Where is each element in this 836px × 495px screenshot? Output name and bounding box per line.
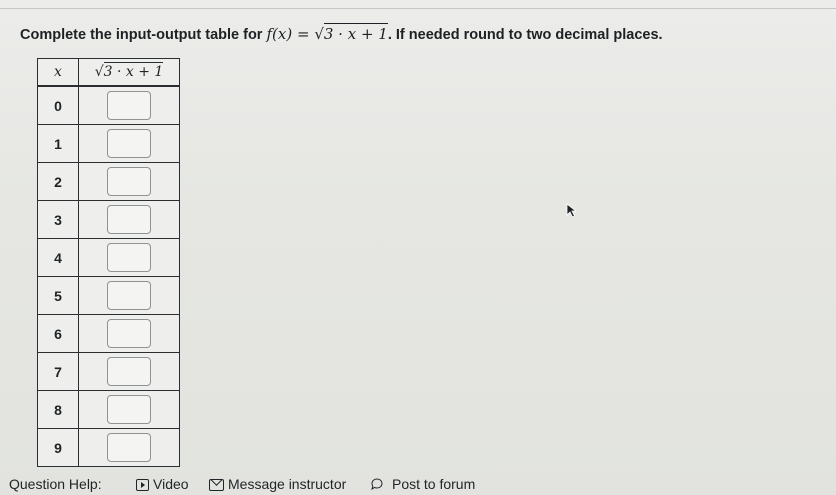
header-function bbox=[79, 59, 180, 87]
x-value: 1 bbox=[38, 125, 79, 163]
top-divider bbox=[0, 8, 836, 9]
answer-input[interactable] bbox=[107, 433, 151, 462]
mail-icon[interactable] bbox=[209, 479, 224, 491]
answer-input[interactable] bbox=[107, 129, 151, 158]
function-radicand: 3 · x + 1 bbox=[323, 25, 388, 43]
header-radicand: 3 · x + 1 bbox=[103, 64, 164, 80]
answer-input[interactable] bbox=[107, 205, 151, 234]
answer-input[interactable] bbox=[107, 281, 151, 310]
table-row bbox=[38, 239, 180, 277]
function-lhs: f(x) = bbox=[266, 25, 315, 43]
header-x: x bbox=[38, 59, 79, 87]
answer-cell bbox=[79, 353, 180, 391]
table-header-row bbox=[38, 59, 180, 87]
table-row bbox=[38, 429, 180, 467]
prompt-text-after: . If needed round to two decimal places. bbox=[387, 27, 663, 43]
header-sqrt-symbol: √ bbox=[94, 64, 104, 80]
answer-input[interactable] bbox=[107, 167, 151, 196]
mouse-pointer-icon bbox=[566, 203, 578, 219]
answer-cell bbox=[79, 429, 180, 467]
table-row bbox=[38, 315, 180, 353]
table-row bbox=[38, 353, 180, 391]
table-row bbox=[38, 201, 180, 239]
answer-input[interactable] bbox=[107, 395, 151, 424]
prompt-text-before: Complete the input-output table for bbox=[20, 27, 267, 43]
table-row bbox=[38, 391, 180, 429]
question-help-label: Question Help: bbox=[9, 476, 102, 492]
answer-cell bbox=[79, 163, 180, 201]
answer-cell bbox=[79, 315, 180, 353]
x-value: 6 bbox=[38, 315, 79, 353]
x-value: 5 bbox=[38, 277, 79, 315]
answer-cell bbox=[79, 277, 180, 315]
answer-cell bbox=[79, 391, 180, 429]
table-row bbox=[38, 125, 180, 163]
speech-bubble-icon[interactable] bbox=[371, 478, 383, 490]
x-value: 0 bbox=[38, 86, 79, 125]
answer-input[interactable] bbox=[107, 319, 151, 348]
input-output-table bbox=[37, 58, 180, 467]
table-row bbox=[38, 86, 180, 125]
answer-input[interactable] bbox=[107, 91, 151, 120]
x-value: 9 bbox=[38, 429, 79, 467]
question-prompt bbox=[20, 25, 663, 43]
answer-cell bbox=[79, 239, 180, 277]
answer-cell bbox=[79, 201, 180, 239]
answer-cell bbox=[79, 125, 180, 163]
table-row bbox=[38, 163, 180, 201]
post-to-forum-link[interactable]: Post to forum bbox=[392, 476, 476, 492]
video-link[interactable]: Video bbox=[153, 476, 189, 492]
x-value: 3 bbox=[38, 201, 79, 239]
answer-input[interactable] bbox=[107, 243, 151, 272]
function-expression bbox=[266, 23, 387, 43]
answer-cell bbox=[79, 86, 180, 125]
sqrt-symbol: √ bbox=[314, 25, 324, 43]
x-value: 8 bbox=[38, 391, 79, 429]
question-help-bar bbox=[0, 474, 836, 495]
play-icon[interactable] bbox=[136, 479, 149, 491]
table-row bbox=[38, 277, 180, 315]
x-value: 7 bbox=[38, 353, 79, 391]
x-value: 2 bbox=[38, 163, 79, 201]
answer-input[interactable] bbox=[107, 357, 151, 386]
message-instructor-link[interactable]: Message instructor bbox=[228, 476, 347, 492]
x-value: 4 bbox=[38, 239, 79, 277]
